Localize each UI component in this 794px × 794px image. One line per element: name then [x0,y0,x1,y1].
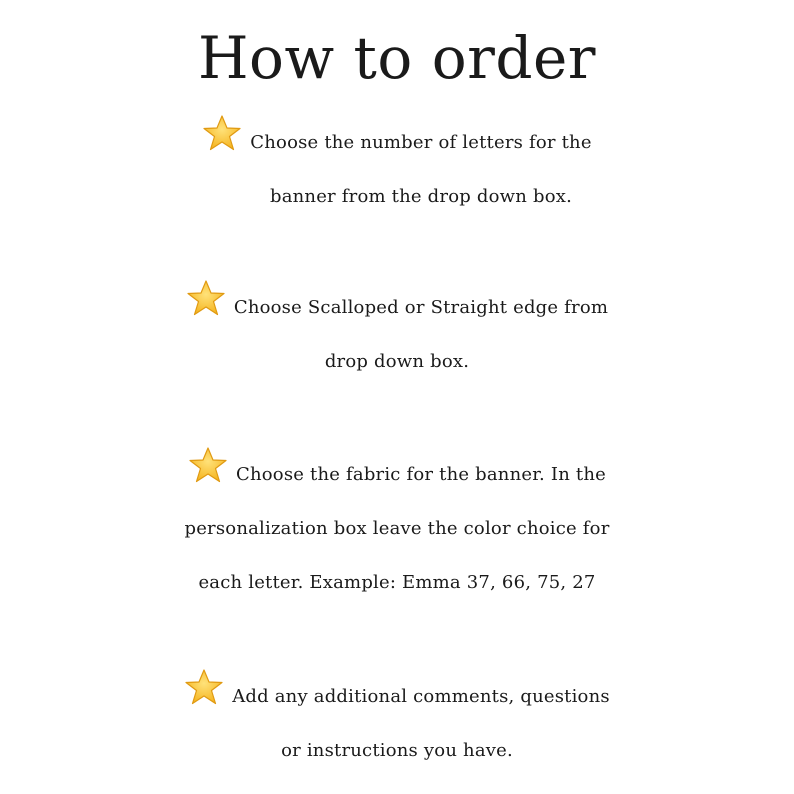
step-4 [0,667,794,778]
star-icon [184,667,224,707]
step-4-line-1 [0,667,794,724]
step-3-line-2: personalization box leave the color choice for [184,518,610,539]
step-2-line-1 [0,278,794,335]
step-4-line-2: or instructions you have. [281,740,513,761]
step-1 [0,113,794,224]
step-3 [0,445,794,610]
step-3-text-1: Choose the fabric for the banner. In the [235,464,607,485]
step-1-text-1: Choose the number of letters for the [250,132,592,153]
star-icon [188,445,228,485]
step-4-text-1: Add any additional comments, questions [232,686,610,707]
step-2 [0,278,794,389]
step-2-text-1: Choose Scalloped or Straight edge from [233,297,609,318]
step-3-line-1 [0,445,794,502]
star-icon [202,113,242,153]
step-2-line-2: drop down box. [324,351,470,372]
step-3-line-3: each letter. Example: Emma 37, 66, 75, 27 [198,572,596,593]
step-1-line-2: banner from the drop down box. [269,186,573,207]
step-1-line-1 [0,113,794,170]
star-icon [186,278,226,318]
page-title: How to order [197,24,597,92]
